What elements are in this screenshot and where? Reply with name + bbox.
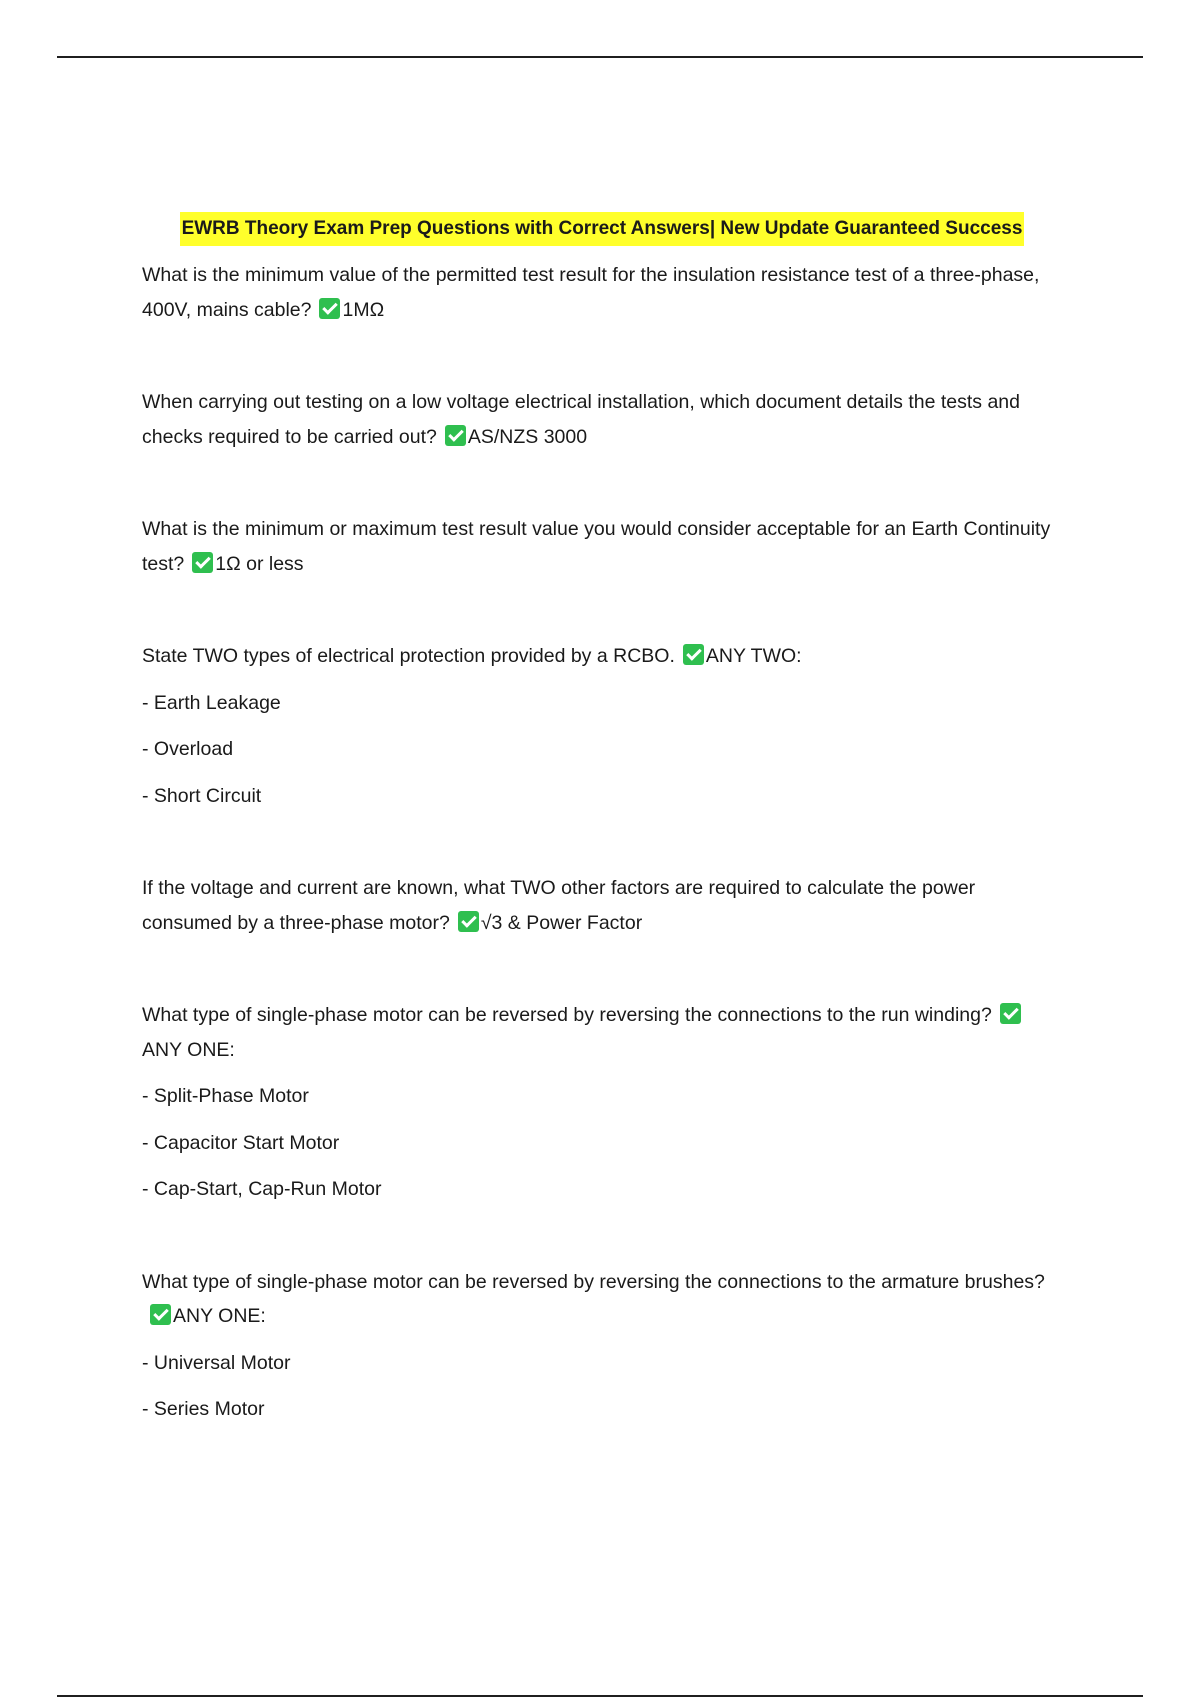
question-text: What is the minimum or maximum test result value you would consider acceptable for an Earth Continuity test? <box>142 518 1051 575</box>
qa-item-7 <box>142 1265 1062 1427</box>
qa-item-3 <box>142 512 1062 581</box>
question-text: What type of single-phase motor can be reversed by reversing the connections to the run winding? <box>142 1004 992 1026</box>
list-item: - Universal Motor <box>142 1351 291 1374</box>
answer-text: ANY TWO: <box>705 645 802 667</box>
question-text: State TWO types of electrical protection provided by a RCBO. <box>142 645 675 667</box>
check-icon <box>1000 1003 1021 1024</box>
qa-item-4 <box>142 639 1062 813</box>
list-item: - Earth Leakage <box>142 691 281 714</box>
answer-text: AS/NZS 3000 <box>467 425 588 448</box>
answer-list <box>142 686 1062 814</box>
check-icon <box>192 552 213 573</box>
answer-list <box>142 1346 1062 1427</box>
list-item: - Cap-Start, Cap-Run Motor <box>142 1178 382 1200</box>
qa-item-2 <box>142 385 1062 454</box>
qa-item-5 <box>142 871 1062 940</box>
list-item: - Overload <box>142 738 234 760</box>
question-text: What is the minimum value of the permitted test result for the insulation resistance test of a three-phase, 400V, mains cable? <box>142 264 1040 321</box>
document-body <box>142 212 1062 1427</box>
qa-item-1 <box>142 258 1062 327</box>
bottom-rule <box>57 1695 1143 1697</box>
list-item: - Short Circuit <box>142 784 262 807</box>
check-icon <box>150 1304 171 1325</box>
answer-text: 1MΩ <box>342 298 385 321</box>
check-icon <box>319 298 340 319</box>
title-row <box>142 212 1062 246</box>
top-rule <box>57 56 1143 58</box>
answer-text: ANY ONE: <box>173 1305 266 1327</box>
question-text: When carrying out testing on a low voltage electrical installation, which document details the tests and checks required to be carried out? <box>142 391 1020 448</box>
list-item: - Series Motor <box>142 1398 265 1420</box>
answer-text: 1Ω or less <box>215 552 304 575</box>
check-icon <box>458 911 479 932</box>
check-icon <box>683 644 704 665</box>
qa-item-6 <box>142 998 1062 1207</box>
answer-text: √3 & Power Factor <box>480 911 643 934</box>
document-title: EWRB Theory Exam Prep Questions with Correct Answers| New Update Guaranteed Success <box>180 212 1025 246</box>
answer-list <box>142 1079 1062 1207</box>
list-item: - Capacitor Start Motor <box>142 1131 340 1154</box>
list-item: - Split-Phase Motor <box>142 1085 309 1107</box>
question-text: If the voltage and current are known, what TWO other factors are required to calculate the power consumed by a three-phase motor? <box>142 877 976 934</box>
check-icon <box>445 425 466 446</box>
question-text: What type of single-phase motor can be reversed by reversing the connections to the armature brushes? <box>142 1270 1045 1293</box>
answer-text: ANY ONE: <box>142 1038 235 1061</box>
